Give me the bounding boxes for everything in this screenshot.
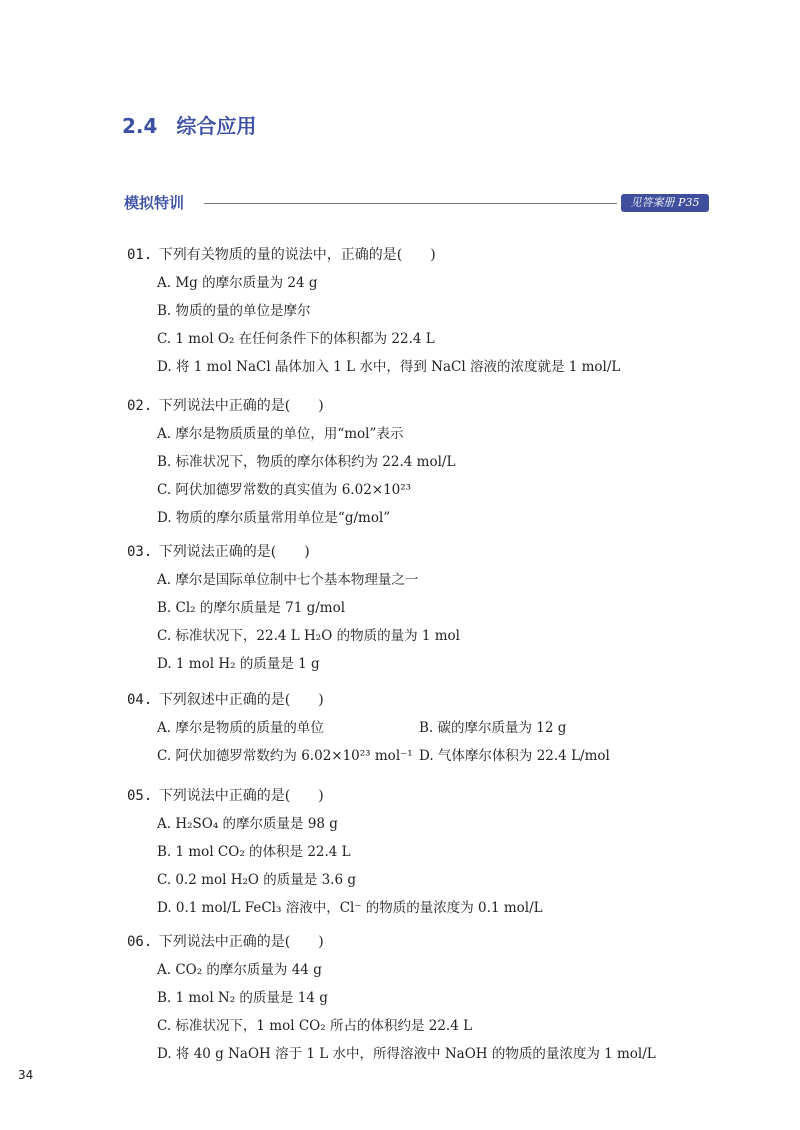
section-number: 2.4 (122, 114, 158, 138)
question-02 (127, 396, 687, 536)
question-text: 下列说法中正确的是( ) (158, 934, 324, 950)
options-list (157, 570, 687, 674)
option-b: B. 1 mol N₂ 的质量是 14 g (157, 990, 328, 1006)
question-04 (127, 690, 687, 774)
question-stem (127, 396, 687, 416)
answer-reference-tag: 见答案册 P35 (621, 194, 709, 212)
question-number: 05. (127, 788, 153, 804)
option-b: B. 物质的量的单位是摩尔 (157, 303, 311, 319)
options-list (157, 424, 687, 528)
option-a: A. 摩尔是国际单位制中七个基本物理量之一 (157, 572, 419, 588)
question-text: 下列叙述中正确的是( ) (158, 692, 324, 708)
option-c: C. 标准状况下，1 mol CO₂ 所占的体积约是 22.4 L (157, 1018, 473, 1034)
question-stem (127, 542, 687, 562)
question-05 (127, 786, 687, 926)
page-number: 34 (18, 1068, 34, 1082)
question-01 (127, 245, 687, 385)
option-b: B. 标准状况下，物质的摩尔体积约为 22.4 mol/L (157, 454, 456, 470)
question-text: 下列说法中正确的是( ) (158, 398, 324, 414)
section-title-text: 综合应用 (176, 114, 257, 138)
option-a: A. CO₂ 的摩尔质量为 44 g (157, 962, 322, 978)
option-c: C. 阿伏加德罗常数的真实值为 6.02×10²³ (157, 482, 412, 498)
option-a: A. 摩尔是物质的质量的单位 (157, 720, 324, 736)
option-d: D. 0.1 mol/L FeCl₃ 溶液中，Cl⁻ 的物质的量浓度为 0.1 mol/L (157, 900, 543, 916)
option-d: D. 将 40 g NaOH 溶于 1 L 水中，所得溶液中 NaOH 的物质的量浓度为 1 mol/L (157, 1046, 656, 1062)
options-list (157, 960, 687, 1064)
option-a: A. Mg 的摩尔质量为 24 g (157, 275, 318, 291)
question-number: 06. (127, 934, 153, 950)
question-text: 下列有关物质的量的说法中，正确的是( ) (158, 247, 436, 263)
question-number: 01. (127, 247, 153, 263)
question-03 (127, 542, 687, 682)
options-list (157, 814, 687, 918)
option-a: A. H₂SO₄ 的摩尔质量是 98 g (157, 816, 338, 832)
training-label: 模拟特训 (124, 194, 185, 212)
option-c: C. 1 mol O₂ 在任何条件下的体积都为 22.4 L (157, 331, 435, 347)
option-a: A. 摩尔是物质质量的单位，用“mol”表示 (157, 426, 404, 442)
option-d: D. 1 mol H₂ 的质量是 1 g (157, 656, 320, 672)
option-b: B. 碳的摩尔质量为 12 g (419, 720, 567, 736)
question-number: 03. (127, 544, 153, 560)
option-c: C. 标准状况下，22.4 L H₂O 的物质的量为 1 mol (157, 628, 460, 644)
divider-line (204, 203, 617, 204)
options-list (157, 718, 687, 774)
question-text: 下列说法中正确的是( ) (158, 788, 324, 804)
question-stem (127, 932, 687, 952)
question-06 (127, 932, 687, 1072)
option-d: D. 气体摩尔体积为 22.4 L/mol (419, 748, 610, 764)
question-number: 04. (127, 692, 153, 708)
training-header (124, 193, 709, 213)
question-stem (127, 245, 687, 265)
section-title (122, 110, 256, 139)
option-d: D. 将 1 mol NaCl 晶体加入 1 L 水中，得到 NaCl 溶液的浓度就是 1 mol/L (157, 359, 621, 375)
option-c: C. 0.2 mol H₂O 的质量是 3.6 g (157, 872, 356, 888)
option-d: D. 物质的摩尔质量常用单位是“g/mol” (157, 510, 391, 526)
question-stem (127, 690, 687, 710)
option-b: B. Cl₂ 的摩尔质量是 71 g/mol (157, 600, 346, 616)
question-stem (127, 786, 687, 806)
option-b: B. 1 mol CO₂ 的体积是 22.4 L (157, 844, 351, 860)
option-c: C. 阿伏加德罗常数约为 6.02×10²³ mol⁻¹ (157, 748, 413, 764)
options-list (157, 273, 687, 377)
question-number: 02. (127, 398, 153, 414)
question-text: 下列说法正确的是( ) (158, 544, 310, 560)
